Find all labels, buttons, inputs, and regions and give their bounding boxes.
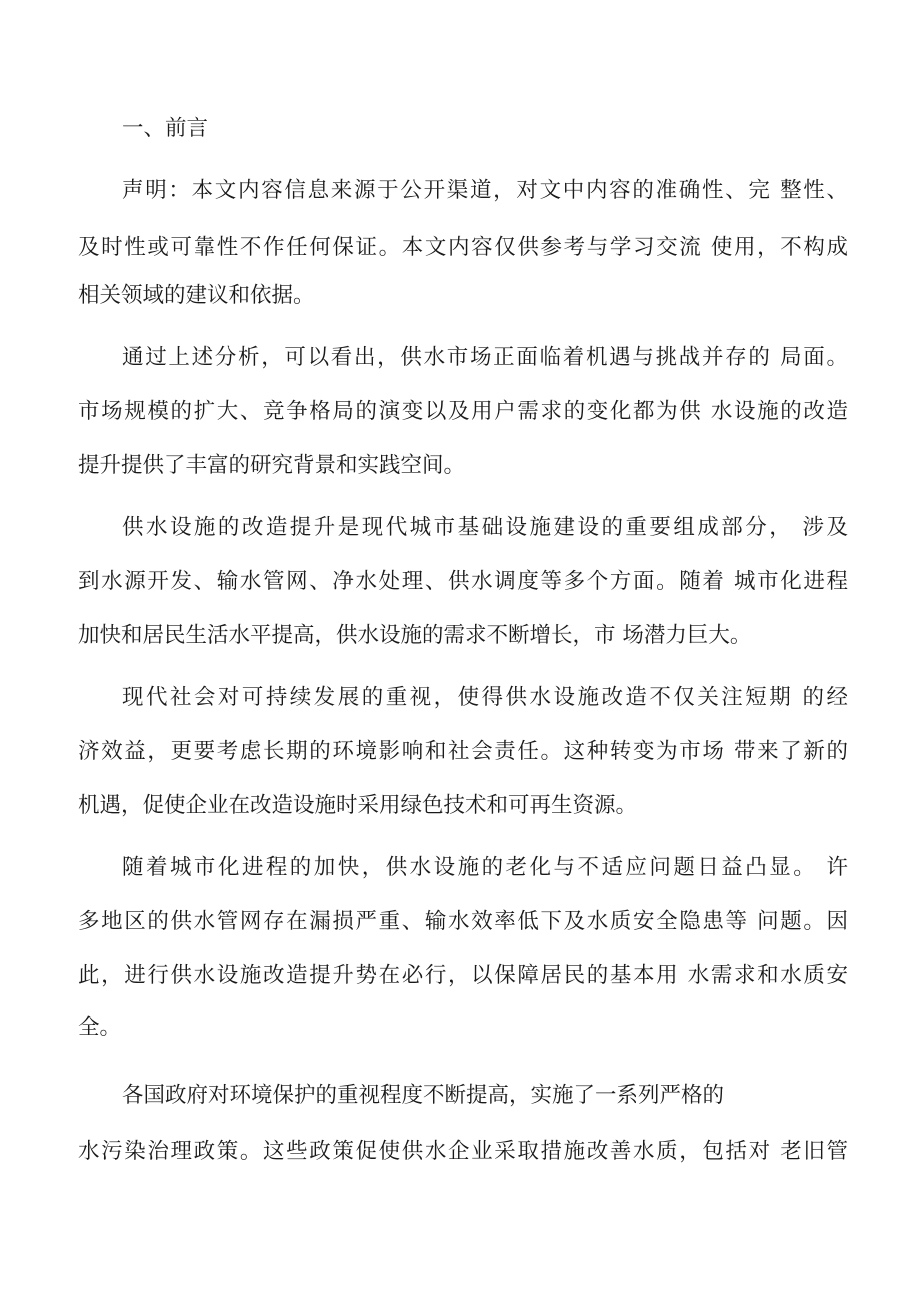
paragraph-line: 各国政府对环境保护的重视程度不断提高，实施了一系列严格的 xyxy=(122,1083,725,1108)
paragraph-line: 全。 xyxy=(78,1015,122,1040)
paragraph-line: 现代社会对可持续发展的重视，使得供水设施改造不仅关注短期 的经 xyxy=(122,685,848,710)
section-heading: 一、前言 xyxy=(122,116,209,141)
paragraph-line: 随着城市化进程的加快，供水设施的老化与不适应问题日益凸显。 许 xyxy=(122,855,848,880)
paragraph-line: 此，进行供水设施改造提升势在必行，以保障居民的基本用 水需求和水质安 xyxy=(78,963,848,988)
paragraph-line: 济效益，更要考虑长期的环境影响和社会责任。这种转变为市场 带来了新的 xyxy=(78,739,848,764)
paragraph-line: 加快和居民生活水平提高，供水设施的需求不断增长，市 场潜力巨大。 xyxy=(78,623,752,648)
paragraph-line: 通过上述分析，可以看出，供水市场正面临着机遇与挑战并存的 局面。 xyxy=(122,345,848,370)
paragraph-line: 及时性或可靠性不作任何保证。本文内容仅供参考与学习交流 使用，不构成 xyxy=(78,235,848,260)
paragraph-line: 机遇，促使企业在改造设施时采用绿色技术和可再生资源。 xyxy=(78,793,638,818)
paragraph-line: 供水设施的改造提升是现代城市基础设施建设的重要组成部分， 涉及 xyxy=(122,515,848,540)
paragraph-line: 水污染治理政策。这些政策促使供水企业采取措施改善水质，包括对 老旧管 xyxy=(78,1139,848,1164)
paragraph-line: 市场规模的扩大、竞争格局的演变以及用户需求的变化都为供 水设施的改造 xyxy=(78,399,848,424)
paragraph-line: 到水源开发、输水管网、净水处理、供水调度等多个方面。随着 城市化进程 xyxy=(78,569,848,594)
paragraph-line: 相关领域的建议和依据。 xyxy=(78,283,315,308)
paragraph-line: 声明：本文内容信息来源于公开渠道，对文中内容的准确性、完 整性、 xyxy=(122,178,848,203)
paragraph-line: 多地区的供水管网存在漏损严重、输水效率低下及水质安全隐患等 问题。因 xyxy=(78,909,848,934)
paragraph-line: 提升提供了丰富的研究背景和实践空间。 xyxy=(78,453,466,478)
